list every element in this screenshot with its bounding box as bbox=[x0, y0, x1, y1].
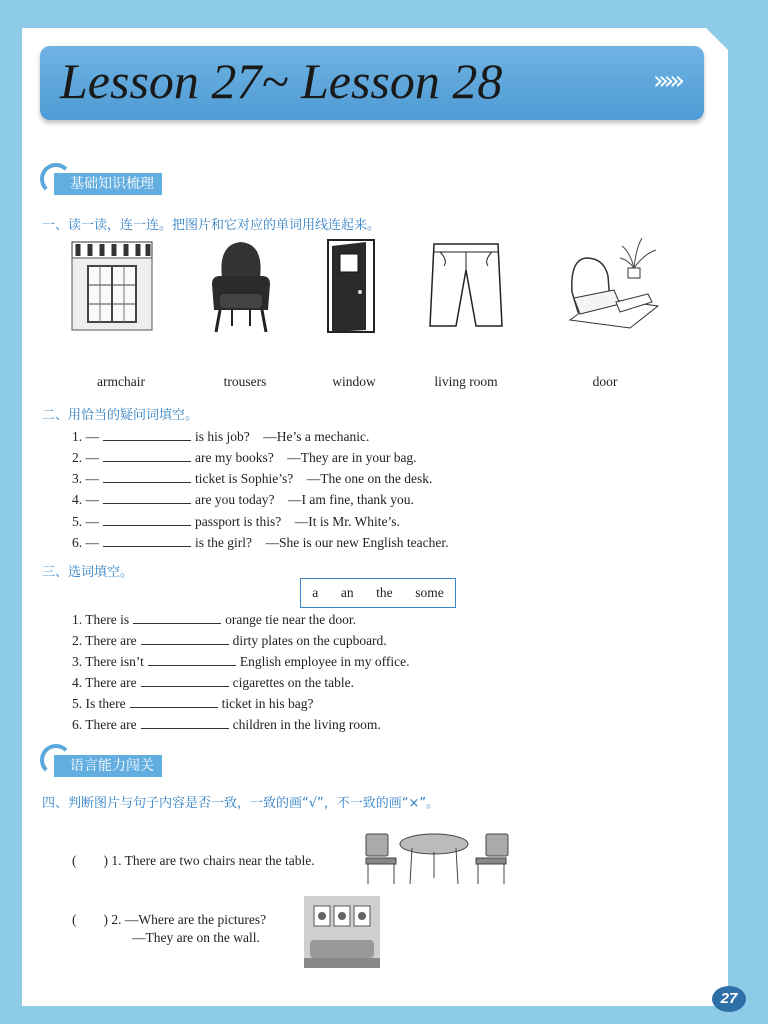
question-2-item: 5. — passport is this? —It is Mr. White’s. bbox=[72, 514, 400, 529]
question-4-heading: 四、判断图片与句子内容是否一致，一致的画“√”，不一致的画“×”。 bbox=[42, 796, 440, 811]
word-option: armchair bbox=[97, 374, 145, 389]
title-bar bbox=[40, 46, 704, 120]
word-option: window bbox=[332, 374, 376, 389]
answer-blank[interactable] bbox=[148, 653, 236, 666]
question-4-item: ( ) 1. There are two chairs near the table. bbox=[72, 853, 315, 868]
question-4-item-answer: —They are on the wall. bbox=[132, 930, 260, 945]
table-chairs-picture bbox=[362, 830, 514, 886]
answer-blank[interactable] bbox=[133, 611, 221, 624]
living-room-picture bbox=[564, 232, 664, 332]
word-choice: the bbox=[376, 585, 393, 600]
wall-pictures-photo bbox=[304, 896, 380, 968]
armchair-picture bbox=[208, 238, 274, 334]
question-2-item: 1. — is his job? —He’s a mechanic. bbox=[72, 429, 370, 444]
question-3-item: 1. There is orange tie near the door. bbox=[72, 612, 356, 627]
question-3-item: 3. There isn’t English employee in my office. bbox=[72, 654, 410, 669]
question-2-item: 2. — are my books? —They are in your bag. bbox=[72, 450, 417, 465]
question-3-item: 4. There are cigarettes on the table. bbox=[72, 675, 355, 690]
page-number: 27 bbox=[712, 986, 746, 1012]
answer-blank[interactable] bbox=[103, 428, 191, 441]
question-3-heading: 三、选词填空。 bbox=[42, 565, 134, 580]
word-choice: a bbox=[312, 585, 319, 600]
answer-paren[interactable]: ( ) bbox=[72, 912, 108, 927]
window-picture bbox=[70, 240, 154, 332]
question-3-item: 6. There are children in the living room. bbox=[72, 717, 381, 732]
question-4-item: ( ) 2. —Where are the pictures? bbox=[72, 912, 267, 927]
word-choice: some bbox=[415, 585, 444, 600]
word-option: door bbox=[592, 374, 618, 389]
question-3-item: 5. Is there ticket in his bag? bbox=[72, 696, 314, 711]
page-corner bbox=[706, 28, 728, 50]
page-title: Lesson 27~ Lesson 28 bbox=[60, 53, 503, 109]
answer-blank[interactable] bbox=[103, 491, 191, 504]
answer-blank[interactable] bbox=[103, 513, 191, 526]
question-2-item: 4. — are you today? —I am fine, thank you. bbox=[72, 492, 414, 507]
question-2-item: 3. — ticket is Sophie’s? —The one on the desk. bbox=[72, 471, 433, 486]
answer-blank[interactable] bbox=[130, 695, 218, 708]
question-2-item: 6. — is the girl? —She is our new English teacher. bbox=[72, 535, 449, 550]
question-3-item: 2. There are dirty plates on the cupboard. bbox=[72, 633, 387, 648]
answer-blank[interactable] bbox=[103, 534, 191, 547]
word-option: trousers bbox=[223, 374, 267, 389]
word-choice-box bbox=[300, 578, 456, 608]
answer-blank[interactable] bbox=[103, 449, 191, 462]
question-2-heading: 二、用恰当的疑问词填空。 bbox=[42, 408, 199, 423]
answer-paren[interactable]: ( ) bbox=[72, 853, 108, 868]
word-option: living room bbox=[434, 374, 498, 389]
answer-blank[interactable] bbox=[141, 674, 229, 687]
question-1-heading: 一、读一读，连一连。把图片和它对应的单词用线连起来。 bbox=[42, 218, 381, 233]
answer-blank[interactable] bbox=[141, 716, 229, 729]
answer-blank[interactable] bbox=[103, 470, 191, 483]
answer-blank[interactable] bbox=[141, 632, 229, 645]
arrows-icon: ››››› bbox=[653, 66, 680, 96]
section-tag-basic: 基础知识梳理 bbox=[54, 173, 162, 195]
door-picture bbox=[326, 238, 376, 334]
section-tag-language: 语言能力闯关 bbox=[54, 755, 162, 777]
trousers-picture bbox=[428, 240, 504, 330]
word-choice: an bbox=[340, 585, 354, 600]
